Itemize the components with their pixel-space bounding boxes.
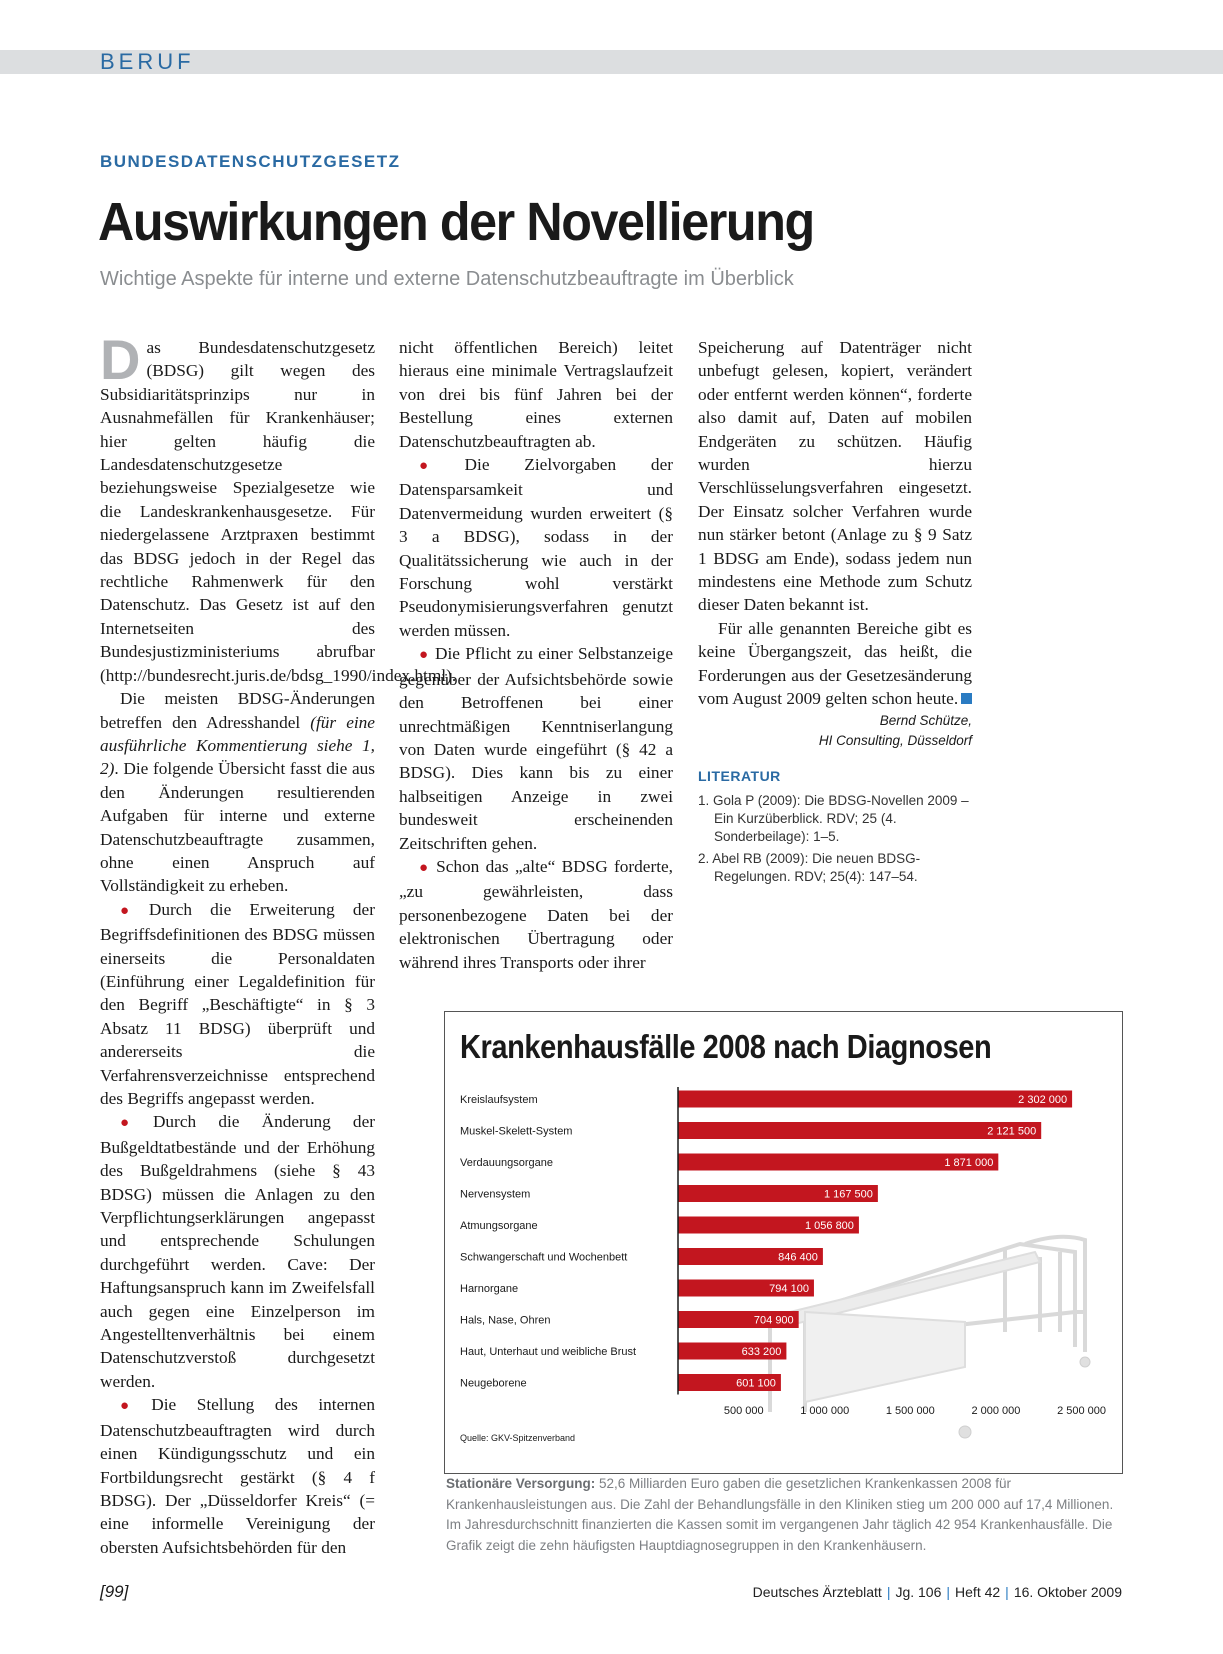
chart-figure bbox=[444, 1011, 1123, 1474]
paragraph bbox=[100, 328, 457, 687]
bullet-item bbox=[399, 642, 673, 855]
data-label: 2 121 500 bbox=[987, 1125, 1037, 1138]
category-label: Atmungsorgane bbox=[460, 1220, 538, 1232]
journal-name: Deutsches Ärzteblatt bbox=[752, 1584, 882, 1600]
article-title: Auswirkungen der Novellierung bbox=[98, 192, 814, 252]
article-kicker: BUNDESDATENSCHUTZGESETZ bbox=[100, 152, 401, 171]
paragraph bbox=[698, 617, 972, 711]
bar bbox=[678, 1091, 1072, 1108]
bullet-dot-icon: ● bbox=[120, 1398, 146, 1415]
volume: Jg. 106 bbox=[895, 1584, 942, 1600]
caption-lead: Stationäre Versorgung: bbox=[446, 1476, 596, 1491]
separator: | bbox=[946, 1584, 951, 1600]
category-label: Verdauungsorgane bbox=[460, 1157, 553, 1169]
bullet-item bbox=[399, 453, 673, 642]
separator: | bbox=[886, 1584, 891, 1600]
data-label: 1 167 500 bbox=[823, 1188, 873, 1201]
author-affiliation: HI Consulting, Düsseldorf bbox=[818, 732, 972, 748]
data-label: 2 302 000 bbox=[1018, 1094, 1068, 1106]
tick-label: 2 000 000 bbox=[971, 1405, 1021, 1417]
reference-note: (für eine ausführliche Kommentierung siehe 1, 2) bbox=[100, 712, 375, 779]
bullet-text: Durch die Erweiterung der Begriffsdefinitionen des BDSG müssen einerseits die Personaldaten (Einführung einer Legaldefinition für den Begriff „Beschäftigte“ in § 3 Absatz 11 BDSG) überprüft und andererseits die Verfahrensverzeichnisse entsprechend des Begriffs angepasst werden. bbox=[100, 899, 375, 1108]
category-label: Nervensystem bbox=[460, 1188, 531, 1201]
category-label: Haut, Unterhaut und weibliche Brust bbox=[460, 1346, 637, 1358]
caption-text: 52,6 Milliarden Euro gaben die gesetzlichen Krankenkassen 2008 für Krankenhausleistungen aus. Die Zahl der Behandlungsfälle in den Kliniken stieg um 200 000 auf 17,4 Millionen. Im Jahresdurchschnitt finanzierten die Kassen somit im vergangenen Jahr täglich 42 954 Krankenhausfälle. Die Grafik zeigt die zehn häufigsten Hauptdiagnosegruppen in den Krankenhäusern. bbox=[446, 1476, 1114, 1553]
category-label: Muskel-Skelett-System bbox=[460, 1125, 573, 1138]
issue: Heft 42 bbox=[955, 1584, 1001, 1600]
text-column-1 bbox=[100, 328, 457, 1559]
bullet-text: Die Stellung des internen Datenschutzbeauftragten wird durch einen Kündigungsschutz und ein Fortbildungsrecht gestärkt (§ 4 f BDSG). Der „Düsseldorfer Kreis“ (= eine informelle Vereinigung der obersten Aufsichtsbehörden für den bbox=[100, 1395, 375, 1557]
tick-label: 2 500 000 bbox=[1057, 1405, 1106, 1417]
separator: | bbox=[1005, 1584, 1009, 1600]
tick-label: 1 500 000 bbox=[885, 1405, 935, 1417]
bullet-dot-icon: ● bbox=[419, 859, 431, 876]
paragraph-text: Die meisten BDSG-Änderungen betreffen den Adresshandel bbox=[100, 689, 375, 732]
paragraph bbox=[399, 336, 673, 453]
references-heading: LITERATUR bbox=[698, 767, 781, 784]
figure-caption bbox=[446, 1474, 1126, 1556]
category-label: Schwangerschaft und Wochenbett bbox=[460, 1251, 628, 1264]
author-name: Bernd Schütze, bbox=[879, 712, 972, 728]
paragraph-text: nicht öffentlichen Bereich) leitet hieraus eine minimale Vertragslaufzeit von drei bis fünf Jahren bei der Bestellung eines externen Datenschutzbeauftragten ab. bbox=[399, 338, 673, 451]
paragraph-text: Speicherung auf Datenträger nicht unbefugt gelesen, kopiert, verändert oder entfernt werden können“, forderte also damit auf, Daten auf mobilen Endgeräten zu schützen. Häufig wurden hierzu Verschlüsselungsverfahren eingesetzt. Der Einsatz solcher Verfahren wurde nun stärker betont (Anlage zu § 9 Satz 1 BDSG am Ende), sodass jedem nun mindestens eine Methode zum Schutz dieser Daten bekannt ist. bbox=[698, 338, 972, 615]
data-label: 633 200 bbox=[741, 1346, 782, 1358]
bullet-text: Schon das „alte“ BDSG forderte, „zu gewährleisten, dass personenbezogene Daten bei der elektronischen Übertragung oder während ihres Transports oder ihrer bbox=[399, 856, 673, 972]
article-subtitle: Wichtige Aspekte für interne und externe Datenschutzbeauftragte im Überblick bbox=[100, 268, 794, 290]
footer-citation bbox=[753, 1584, 1122, 1600]
category-label: Kreislaufsystem bbox=[460, 1094, 538, 1106]
paragraph-text: . Die folgende Übersicht fasst die aus den Änderungen resultierenden Aufgaben für interne und externe Datenschutzbeauftragte zusammen, ohne einen Anspruch auf Vollständigkeit zu erheben. bbox=[100, 759, 375, 896]
category-label: Harnorgane bbox=[460, 1283, 519, 1295]
issue-date: 16. Oktober 2009 bbox=[1013, 1584, 1122, 1600]
reference-item: 1. Gola P (2009): Die BDSG-Novellen 2009 – Ein Kurzüberblick. RDV; 25 (4. Sonderbeilage): 1–5. bbox=[698, 792, 969, 844]
data-label: 601 100 bbox=[736, 1377, 776, 1390]
drop-cap: D bbox=[100, 328, 141, 391]
chart-source: Quelle: GKV-Spitzenverband bbox=[460, 1433, 576, 1443]
text-column-3 bbox=[698, 336, 972, 890]
tick-label: 1 000 000 bbox=[800, 1405, 850, 1417]
bullet-item bbox=[100, 1393, 375, 1559]
data-label: 1 056 800 bbox=[804, 1220, 854, 1232]
bullet-dot-icon: ● bbox=[120, 1115, 147, 1132]
data-label: 794 100 bbox=[769, 1283, 809, 1295]
bullet-text: Die Zielvorgaben der Datensparsamkeit und Datenvermeidung wurden erweitert (§ 3 a BDSG), sodass in der Qualitätssicherung wie auch in der Forschung wohl verstärkt Pseudonymisierungsverfahren genutzt werden müssen. bbox=[399, 455, 673, 640]
category-label: Hals, Nase, Ohren bbox=[460, 1314, 551, 1327]
bullet-dot-icon: ● bbox=[419, 458, 459, 475]
bullet-item bbox=[100, 898, 375, 1111]
references-list bbox=[698, 792, 972, 886]
bar-chart bbox=[445, 1012, 1122, 1473]
bullet-text: Durch die Änderung der Bußgeldtatbestände und der Erhöhung des Bußgeldrahmens (siehe § 43 BDSG) müssen die Anlagen zu den Verpflichtungserklärungen angepasst und entsprechende Schulungen durchgeführt werden. Cave: Der Haftungsanspruch kann im Zweifelsfall auch gegen eine Einzelperson im Angestelltenverhältnis bei einem Datenschutzverstoß durchgesetzt werden. bbox=[100, 1112, 375, 1391]
bullet-text: Die Pflicht zu einer Selbstanzeige gegenüber der Aufsichtsbehörde sowie den Betroffenen bei einer unrechtmäßigen Kenntniserlangung von Daten wurde eingeführt (§ 42 a BDSG). Dies kann bis zu einer halbseitigen Anzeige in zwei bundesweit erscheinenden Zeitschriften gehen. bbox=[399, 644, 673, 853]
data-label: 846 400 bbox=[778, 1251, 818, 1264]
reference-item: 2. Abel RB (2009): Die neuen BDSG-Regelungen. RDV; 25(4): 147–54. bbox=[698, 850, 921, 884]
paragraph-text: Für alle genannten Bereiche gibt es keine Übergangszeit, das heißt, die Forderungen aus der Gesetzesänderung vom August 2009 gelten schon heute. bbox=[698, 618, 972, 709]
tick-label: 500 000 bbox=[723, 1405, 764, 1417]
bullet-item bbox=[399, 855, 673, 974]
paragraph bbox=[698, 336, 972, 617]
chart-title: Krankenhausfälle 2008 nach Diagnosen bbox=[460, 1028, 992, 1065]
bullet-dot-icon: ● bbox=[120, 902, 143, 919]
section-label: BERUF bbox=[100, 49, 195, 74]
end-mark-icon bbox=[961, 693, 972, 704]
page-number: [99] bbox=[100, 1582, 129, 1601]
category-label: Neugeborene bbox=[460, 1377, 527, 1390]
data-label: 704 900 bbox=[753, 1314, 794, 1327]
text-column-2 bbox=[399, 336, 673, 974]
paragraph-text: as Bundesdatenschutzgesetz (BDSG) gilt wegen des Subsidiaritätsprinzips nur in Ausnahmefällen für Krankenhäuser; hier gelten häufig die Landesdatenschutzgesetze beziehungsweise Spezialgesetze wie die Landeskrankenhausgesetze. Für niedergelassene Arztpraxen bestimmt das BDSG jedoch in der Regel das rechtliche Rahmenwerk für den Datenschutz. Das Gesetz ist auf den Internetseiten des Bundesjustizministeriums abrufbar (http://bundesrecht.juris.de/bdsg_1990/index.html). bbox=[100, 338, 457, 685]
bullet-dot-icon: ● bbox=[419, 647, 430, 664]
data-label: 1 871 000 bbox=[944, 1157, 994, 1169]
bullet-item bbox=[100, 1110, 375, 1393]
paragraph bbox=[100, 687, 375, 898]
